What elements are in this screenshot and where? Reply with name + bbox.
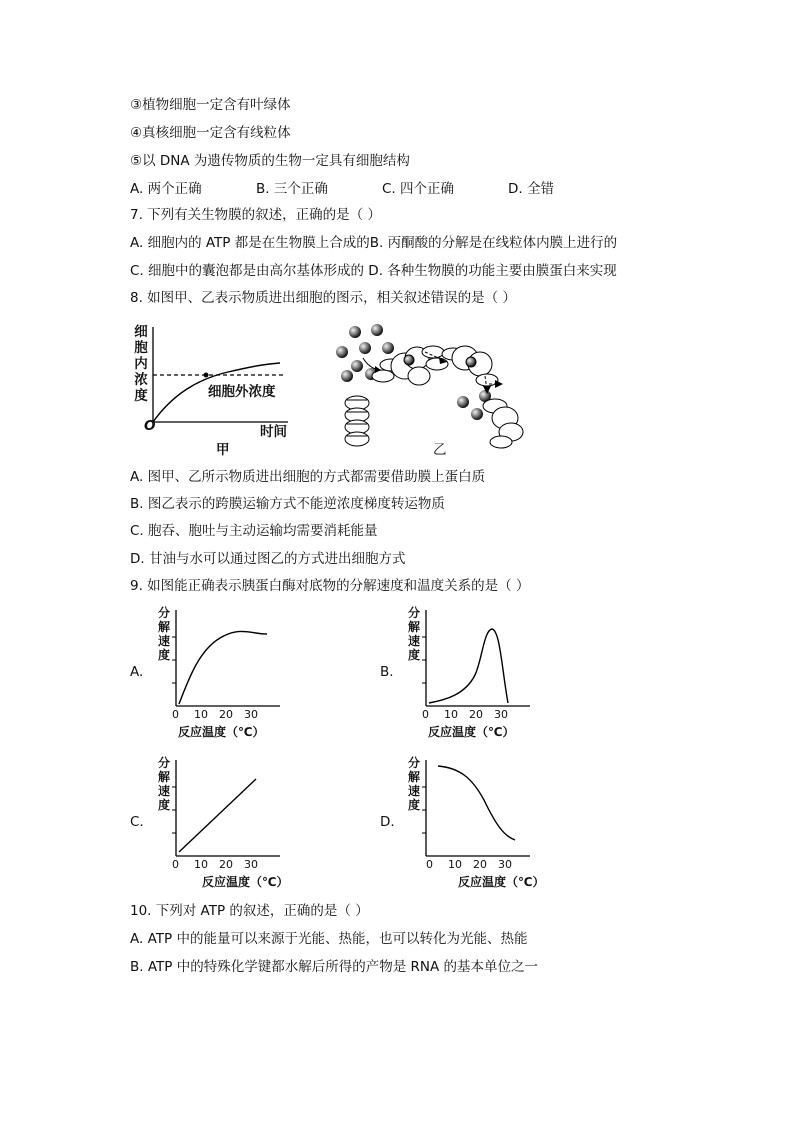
yi-molecule <box>351 360 363 372</box>
graph-letter: D. <box>380 814 395 830</box>
graph-b-curve <box>429 629 508 703</box>
jia-intersection-point <box>204 373 209 378</box>
q10-option-b[interactable]: B. ATP 中的特殊化学键都水解后所得的产物是 RNA 的基本单位之一 <box>130 959 539 975</box>
q6-option-c[interactable]: C. 四个正确 <box>382 181 455 197</box>
q10-stem: 10. 下列对 ATP 的叙述，正确的是（ ） <box>130 903 369 919</box>
jia-origin-label: O <box>144 418 156 434</box>
q8-option-d[interactable]: D. 甘油与水可以通过图乙的方式进出细胞方式 <box>130 551 406 567</box>
q6-statement-3: ③植物细胞一定含有叶绿体 <box>130 97 291 113</box>
graph-letter: C. <box>130 814 144 830</box>
jia-caption: 甲 <box>216 442 230 458</box>
q9-graph-c[interactable]: C. 分 解 速 度 0 10 20 30 反应温度（℃） <box>130 756 289 889</box>
q6-statement-5: ⑤以 DNA 为遗传物质的生物一定具有细胞结构 <box>130 153 410 169</box>
q9-graph-b[interactable]: B. 分 解 速 度 0 10 20 30 反应温度（℃） <box>380 606 515 739</box>
q6-option-a[interactable]: A. 两个正确 <box>130 181 202 197</box>
graph-y-label: 分 解 速 度 <box>157 756 170 812</box>
yi-molecule <box>371 324 383 336</box>
graph-x-label: 反应温度（℃） <box>202 875 289 889</box>
graph-y-label: 分 解 速 度 <box>407 606 420 662</box>
graph-c-curve <box>179 779 256 852</box>
q6-option-d[interactable]: D. 全错 <box>508 181 554 197</box>
q9-graph-d[interactable]: D. 分 解 速 度 0 10 20 30 反应温度（℃） <box>380 756 545 889</box>
graph-x-label: 反应温度（℃） <box>178 725 265 739</box>
graph-y-label: 分 解 速 度 <box>407 756 420 812</box>
q9-graph-a[interactable]: A. 分 解 速 度 0 10 20 30 反应温度（℃） <box>130 600 290 745</box>
q8-figure-yi <box>325 318 535 458</box>
yi-molecule <box>457 396 469 408</box>
q7-options-cd[interactable]: C. 细胞中的囊泡都是由高尔基体形成的 D. 各种生物膜的功能主要由膜蛋白来实现 <box>130 263 617 279</box>
q8-stem: 8. 如图甲、乙表示物质进出细胞的图示，相关叙述错误的是（ ） <box>130 290 516 306</box>
yi-molecule <box>341 370 353 382</box>
jia-y-label-char: 细 <box>134 324 148 340</box>
q6-statement-4: ④真核细胞一定含有线粒体 <box>130 125 291 141</box>
q8-figure-jia <box>128 322 298 462</box>
graph-x-label: 反应温度（℃） <box>458 875 545 889</box>
graph-a-curve <box>179 631 267 704</box>
jia-y-label-char: 内 <box>134 356 148 372</box>
graph-letter: B. <box>380 664 394 680</box>
yi-molecule <box>471 408 483 420</box>
jia-y-label-char: 胞 <box>134 340 148 356</box>
yi-molecule <box>349 326 361 338</box>
jia-y-label-char: 浓 <box>134 372 148 388</box>
jia-dash-label: 细胞外浓度 <box>208 384 276 400</box>
q7-options-ab[interactable]: A. 细胞内的 ATP 都是在生物膜上合成的B. 丙酮酸的分解是在线粒体内膜上进行的 <box>130 235 618 251</box>
jia-y-label <box>133 324 149 404</box>
graph-x-label: 反应温度（℃） <box>428 725 515 739</box>
yi-membrane-protein <box>442 346 498 386</box>
jia-y-label-char: 度 <box>134 388 148 404</box>
yi-membrane-segment <box>345 396 369 446</box>
q10-option-a[interactable]: A. ATP 中的能量可以来源于光能、热能，也可以转化为光能、热能 <box>130 931 528 947</box>
graph-letter: A. <box>130 664 144 680</box>
yi-caption: 乙 <box>433 442 447 458</box>
graph-d-curve <box>438 766 515 840</box>
q8-option-b[interactable]: B. 图乙表示的跨膜运输方式不能逆浓度梯度转运物质 <box>130 496 445 512</box>
q7-stem: 7. 下列有关生物膜的叙述，正确的是（ ） <box>130 207 381 223</box>
q8-option-a[interactable]: A. 图甲、乙所示物质进出细胞的方式都需要借助膜上蛋白质 <box>130 469 486 485</box>
yi-molecule <box>382 342 394 354</box>
jia-x-label: 时间 <box>260 424 287 440</box>
q6-options <box>130 180 554 198</box>
q8-option-c[interactable]: C. 胞吞、胞吐与主动运输均需要消耗能量 <box>130 523 378 539</box>
yi-molecule <box>336 346 348 358</box>
graph-y-label: 分 解 速 度 <box>157 606 170 662</box>
yi-membrane-protein <box>483 399 523 448</box>
q9-stem: 9. 如图能正确表示胰蛋白酶对底物的分解速度和温度关系的是（ ） <box>130 578 530 594</box>
q6-option-b[interactable]: B. 三个正确 <box>256 181 328 197</box>
yi-molecule <box>359 342 371 354</box>
